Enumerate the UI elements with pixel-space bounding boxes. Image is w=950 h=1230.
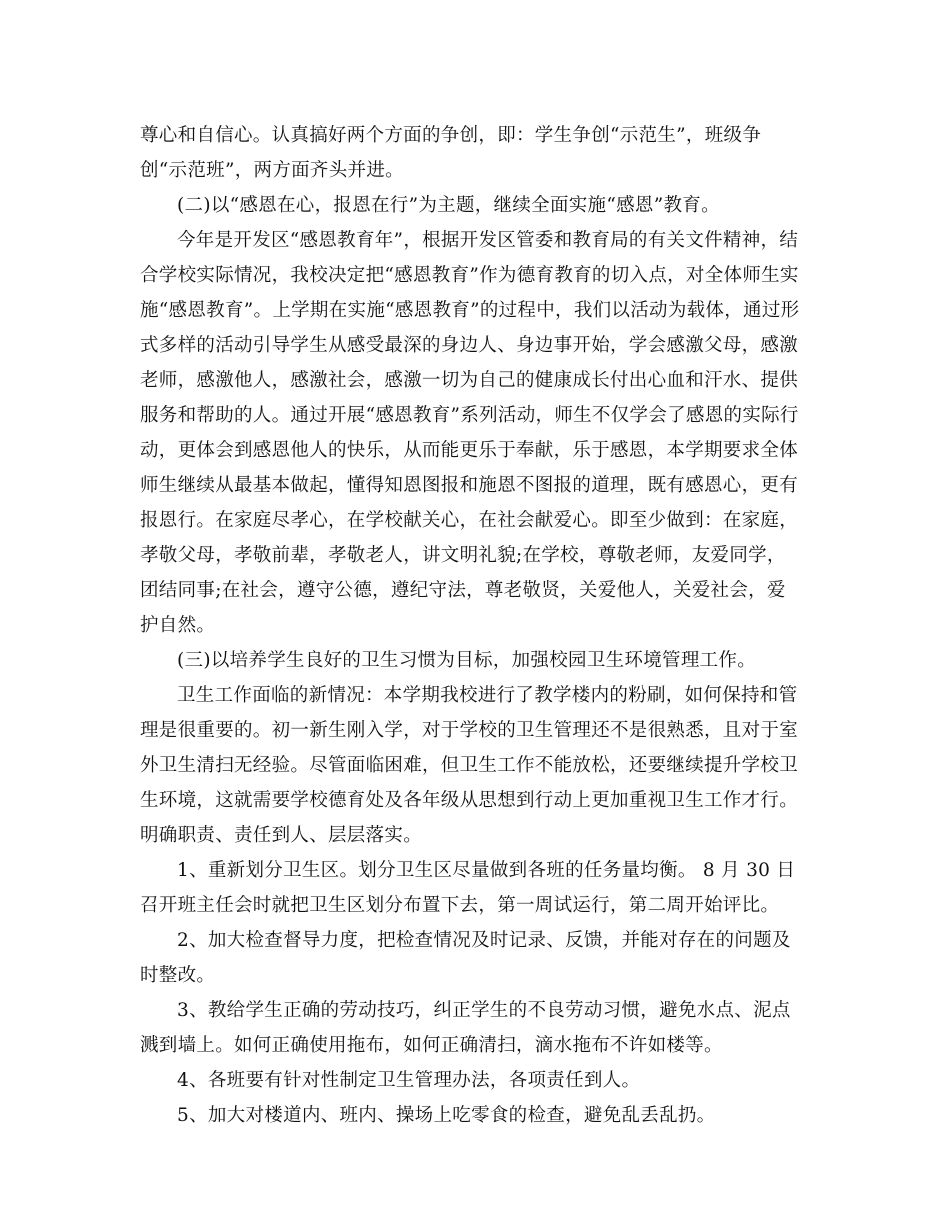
list-item-4: 4、各班要有针对性制定卫生管理办法，各项责任到人。 bbox=[177, 1070, 641, 1091]
list-item-1: 1、重新划分卫生区。划分卫生区尽量做到各班的任务量均衡。 8 月 30 日召开班主任会时就把卫生区划分布置下去，第一周试运行，第二周开始评比。 bbox=[140, 860, 796, 916]
paragraph-hygiene-situation: 卫生工作面临的新情况：本学期我校进行了教学楼内的粉刷，如何保持和管理是很重要的。初一新生刚入学，对于学校的卫生管理还不是很熟悉，且对于室外卫生清扫无经验。尽管面临困难，但卫生工作不能放松，还要继续提升学校卫生环境，这就需要学校德育处及各年级从思想到行动上更加重视卫生工作才行。明确职责、责任到人、层层落实。 bbox=[140, 685, 799, 846]
section-heading-3: (三)以培养学生良好的卫生习惯为目标，加强校园卫生环境管理工作。 bbox=[177, 650, 757, 671]
list-item-3: 3、教给学生正确的劳动技巧，纠正学生的不良劳动习惯，避免水点、泥点溅到墙上。如何正确使用拖布，如何正确清扫，滴水拖布不许如楼等。 bbox=[140, 1000, 791, 1056]
section-heading-2: (二)以“感恩在心，报恩在行”为主题，继续全面实施“感恩”教育。 bbox=[177, 195, 720, 216]
list-item-5: 5、加大对楼道内、班内、操场上吃零食的检查，避免乱丢乱扔。 bbox=[177, 1105, 716, 1126]
paragraph-continuation: 尊心和自信心。认真搞好两个方面的争创，即：学生争创“示范生”，班级争创“示范班”，两方面齐头并进。 bbox=[140, 125, 762, 181]
paragraph-gratitude-education: 今年是开发区“感恩教育年”，根据开发区管委和教育局的有关文件精神，结合学校实际情况，我校决定把“感恩教育”作为德育教育的切入点，对全体师生实施“感恩教育”。上学期在实施“感恩教育”的过程中，我们以活动为载体，通过形式多样的活动引导学生从感受最深的身边人、身边事开始，学会感激父母，感激老师，感激他人，感激社会，感激一切为自己的健康成长付出心血和汗水、提供服务和帮助的人。通过开展“感恩教育”系列活动，师生不仅学会了感恩的实际行动，更体会到感恩他人的快乐，从而能更乐于奉献，乐于感恩，本学期要求全体师生继续从最基本做起，懂得知恩图报和施恩不图报的道理，既有感恩心，更有报恩行。在家庭尽孝心，在学校献关心，在社会献爱心。即至少做到：在家庭，孝敬父母，孝敬前辈，孝敬老人，讲文明礼貌;在学校，尊敬老师，友爱同学，团结同事;在社会，遵守公德，遵纪守法，尊老敬贤，关爱他人，关爱社会，爱护自然。 bbox=[140, 230, 800, 636]
list-item-2: 2、加大检查督导力度，把检查情况及时记录、反馈，并能对存在的问题及时整改。 bbox=[140, 930, 791, 986]
